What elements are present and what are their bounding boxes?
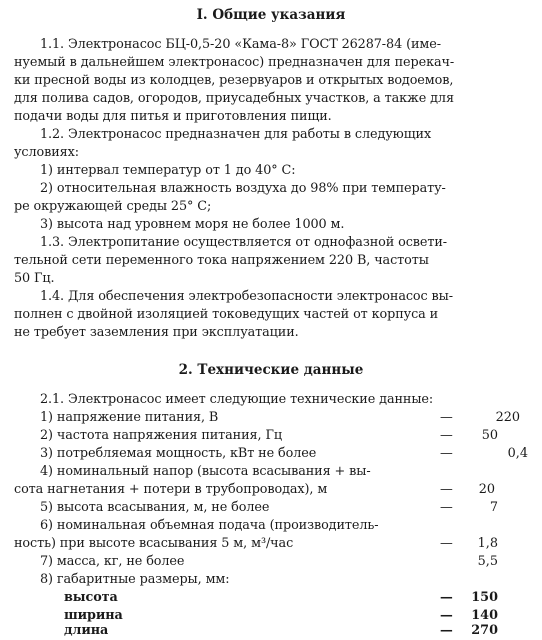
paragraph-line: 1.2. Электронасос предназначен для работы в следующих bbox=[40, 127, 432, 142]
paragraph-line: нуемый в дальнейшем электронасос) предназначен для перекач- bbox=[14, 55, 455, 70]
spec-value: 1,8 bbox=[477, 536, 498, 551]
spec-value: 7 bbox=[489, 500, 498, 515]
spec-dash: — bbox=[440, 590, 453, 605]
paragraph-line: 1.1. Электронасос БЦ-0,5-20 «Кама-8» ГОСТ 26287-84 (име- bbox=[40, 37, 441, 52]
spec-value: 220 bbox=[495, 410, 520, 425]
spec-value: 270 bbox=[471, 623, 498, 638]
spec-label: 5) высота всасывания, м, не более bbox=[40, 500, 270, 515]
paragraph-line: 1.4. Для обеспечения электробезопасности электронасос вы- bbox=[40, 289, 453, 304]
spec-label: 8) габаритные размеры, мм: bbox=[40, 572, 230, 587]
spec-value: 50 bbox=[481, 428, 498, 443]
paragraph-line: 1) интервал температур от 1 до 40° С: bbox=[40, 163, 296, 178]
paragraph-line: 3) высота над уровнем моря не более 1000 м. bbox=[40, 217, 345, 232]
spec-dash: — bbox=[440, 428, 453, 443]
spec-label: 7) масса, кг, не более bbox=[40, 554, 185, 569]
spec-dash: — bbox=[440, 446, 453, 461]
spec-label: длина bbox=[64, 623, 109, 638]
spec-label: 3) потребляемая мощность, кВт не более bbox=[40, 446, 317, 461]
section-2-heading: 2. Технические данные bbox=[178, 362, 364, 378]
paragraph-line: ки пресной воды из колодцев, резервуаров и открытых водоемов, bbox=[14, 73, 454, 88]
spec-dash: — bbox=[440, 500, 453, 515]
spec-label: высота bbox=[64, 590, 118, 605]
spec-label: сота нагнетания + потери в трубопроводах), м bbox=[14, 482, 328, 497]
spec-dash: — bbox=[440, 482, 453, 497]
spec-label: 1) напряжение питания, В bbox=[40, 410, 219, 425]
paragraph-line: для полива садов, огородов, приусадебных участков, а также для bbox=[14, 91, 454, 106]
spec-label: 6) номинальная объемная подача (производитель- bbox=[40, 518, 379, 533]
section-1-heading: I. Общие указания bbox=[196, 7, 346, 23]
paragraph-line: подачи воды для питья и приготовления пищи. bbox=[14, 109, 332, 124]
spec-dash: — bbox=[440, 410, 453, 425]
paragraph-line: 2) относительная влажность воздуха до 98% при температу- bbox=[40, 181, 446, 196]
paragraph-line: тельной сети переменного тока напряжением 220 В, частоты bbox=[14, 253, 429, 268]
spec-label: 4) номинальный напор (высота всасывания + вы- bbox=[40, 464, 371, 479]
spec-label: 2) частота напряжения питания, Гц bbox=[40, 428, 282, 443]
spec-label: ширина bbox=[64, 608, 123, 623]
spec-value: 20 bbox=[478, 482, 495, 497]
paragraph-line: не требует заземления при эксплуатации. bbox=[14, 325, 299, 340]
paragraph-line: 1.3. Электропитание осуществляется от однофазной освети- bbox=[40, 235, 448, 250]
paragraph-line: 50 Гц. bbox=[14, 271, 55, 286]
spec-intro: 2.1. Электронасос имеет следующие технические данные: bbox=[40, 392, 434, 407]
spec-dash: — bbox=[440, 608, 453, 623]
spec-dash: — bbox=[440, 623, 453, 638]
spec-value: 150 bbox=[471, 590, 498, 605]
spec-label: ность) при высоте всасывания 5 м, м³/час bbox=[14, 536, 294, 551]
spec-value: 5,5 bbox=[477, 554, 498, 569]
paragraph-line: условиях: bbox=[14, 145, 79, 160]
spec-value: 0,4 bbox=[507, 446, 528, 461]
paragraph-line: ре окружающей среды 25° С; bbox=[14, 199, 212, 214]
paragraph-line: полнен с двойной изоляцией токоведущих частей от корпуса и bbox=[14, 307, 439, 322]
spec-dash: — bbox=[440, 536, 453, 551]
spec-value: 140 bbox=[471, 608, 498, 623]
